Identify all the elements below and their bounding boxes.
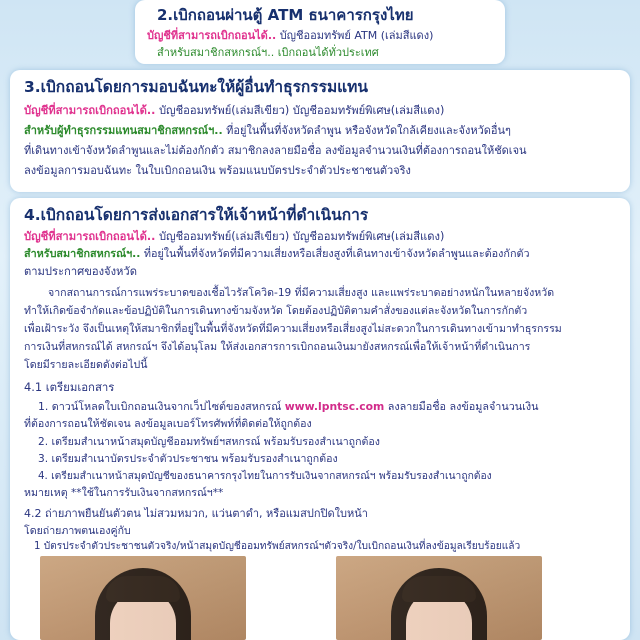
- section-3-title: 3.เบิกถอนโดยการมอบฉันทะให้ผู้อื่นทำธุรกรรมแทน: [24, 78, 368, 96]
- doc-item-3: 3. เตรียมสำเนาบัตรประจำตัวประชาชน พร้อมรับรองสำเนาถูกต้อง: [38, 453, 338, 465]
- section-3-eligible-label: บัญชีที่สามารถเบิกถอนได้..: [24, 104, 156, 117]
- doc-item-2: 2. เตรียมสำเนาหน้าสมุดบัญชีออมทรัพย์ฯสหกรณ์ พร้อมรับรองสำเนาถูกต้อง: [38, 436, 380, 448]
- doc-item-4: 4. เตรียมสำเนาหน้าสมุดบัญชีของธนาคารกรุงไทยในการรับเงินจากสหกรณ์ฯ พร้อมรับรองสำเนาถูกต้อง: [38, 470, 492, 482]
- section-2-member-text: สำหรับสมาชิกสหกรณ์ฯ.. เบิกถอนได้ทั่วประเทศ: [157, 46, 379, 59]
- example-selfie-photo-left: [40, 556, 246, 640]
- photo-shading: [40, 556, 246, 640]
- doc-item-1: [38, 402, 539, 413]
- intro-para-line-3: เพื่อเฝ้าระวัง จึงเป็นเหตุให้สมาชิกที่อยู่ในพื้นที่จังหวัดที่มีความเสี่ยงหรือเสี่ยงสูงไม่สะดวกในการเดินทางเข้ามาทำธุรกรรม: [24, 323, 562, 335]
- section-3-proxy-text-3: ลงข้อมูลการมอบฉันทะ ในใบเบิกถอนเงิน พร้อมแนบบัตรประจำตัวประชาชนตัวจริง: [24, 164, 411, 177]
- section-4-eligible-text: บัญชีออมทรัพย์(เล่มสีเขียว) บัญชีออมทรัพย์พิเศษ(เล่มสีแดง): [158, 230, 445, 243]
- subsection-4-1-title: 4.1 เตรียมเอกสาร: [24, 380, 115, 394]
- section-2-eligible-text: บัญชีออมทรัพย์ ATM (เล่มสีแดง): [279, 29, 434, 42]
- doc-item-1-cont: ที่ต้องการถอนให้ชัดเจน ลงข้อมูลเบอร์โทรศัพท์ที่ติดต่อให้ถูกต้อง: [24, 418, 312, 430]
- section-3-proxy-text-2: ที่เดินทางเข้าจังหวัดลำพูนและไม่ต้องกักตัว สมาชิกลงลายมือชื่อ ลงข้อมูลจำนวนเงินที่ต้องการถอนให้ชัดเจน: [24, 144, 527, 157]
- section-4-eligible-label: บัญชีที่สามารถเบิกถอนได้..: [24, 230, 156, 243]
- section-4-member: [24, 249, 530, 260]
- doc-item-1-post: ลงลายมือชื่อ ลงข้อมูลจำนวนเงิน: [387, 400, 539, 413]
- section-4-member-text-2: ตามประกาศของจังหวัด: [24, 265, 137, 278]
- intro-para-line-2: ทำให้เกิดข้อจำกัดและข้อปฏิบัติในการเดินทางข้ามจังหวัด โดยต้องปฏิบัติตามคำสั่งของแต่ละจังหวัดในการกักตัว: [24, 305, 528, 317]
- section-4-title: 4.เบิกถอนโดยการส่งเอกสารให้เจ้าหน้าที่ดำเนินการ: [24, 206, 369, 224]
- section-3-proxy: [24, 125, 511, 136]
- section-2-eligible-label: บัญชีที่สามารถเบิกถอนได้..: [147, 29, 277, 42]
- section-2-eligible: [147, 30, 433, 41]
- section-3-proxy-label: สำหรับผู้ทำธุรกรรมแทนสมาชิกสหกรณ์ฯ..: [24, 124, 223, 137]
- section-2-title: 2.เบิกถอนผ่านตู้ ATM ธนาคารกรุงไทย: [157, 6, 414, 24]
- photo-shading: [336, 556, 542, 640]
- section-2-card: [135, 0, 505, 64]
- subsection-4-2-sub: โดยถ่ายภาพตนเองคู่กับ: [24, 525, 131, 537]
- intro-para-line-1: จากสถานการณ์การแพร่ระบาดของเชื้อไวรัสโควิด-19 ที่มีความเสี่ยงสูง และแพร่ระบาดอย่างหนักในหลายจังหวัด: [48, 287, 555, 299]
- section-3-card: [10, 70, 630, 192]
- website-link[interactable]: www.lpntsc.com: [284, 400, 385, 413]
- intro-para-line-4: การเงินที่สหกรณ์ได้ สหกรณ์ฯ จึงได้อนุโลม ให้ส่งเอกสารการเบิกถอนเงินมายังสหกรณ์เพื่อให้เจ้าหน้าที่ดำเนินการ: [24, 341, 531, 353]
- intro-para-line-5: โดยมีรายละเอียดดังต่อไปนี้: [24, 359, 148, 371]
- section-3-eligible: [24, 105, 444, 116]
- photo-item-1: 1 บัตรประจำตัวประชาชนตัวจริง/หน้าสมุดบัญชีออมทรัพย์สหกรณ์ฯตัวจริง/ใบเบิกถอนเงินที่ลงข้อมูลเรียบร้อยแล้ว: [34, 541, 521, 552]
- section-4-eligible: [24, 231, 444, 242]
- section-3-eligible-text: บัญชีออมทรัพย์(เล่มสีเขียว) บัญชีออมทรัพย์พิเศษ(เล่มสีแดง): [158, 104, 445, 117]
- doc-item-4-note: หมายเหตุ **ใช้ในการรับเงินจากสหกรณ์ฯ**: [24, 487, 224, 499]
- section-3-proxy-text-1: ที่อยู่ในพื้นที่จังหวัดลำพูน หรือจังหวัดใกล้เคียงและจังหวัดอื่นๆ: [226, 124, 511, 137]
- section-4-member-text-1: ที่อยู่ในพื้นที่จังหวัดที่มีความเสี่ยงหรือเสี่ยงสูงที่เดินทางเข้าจังหวัดลำพูนและต้องกักตัว: [143, 247, 530, 260]
- example-selfie-photo-right: [336, 556, 542, 640]
- doc-item-1-text: 1. ดาวน์โหลดใบเบิกถอนเงินจากเว็ปไซต์ของสหกรณ์: [38, 400, 282, 413]
- subsection-4-2-title: 4.2 ถ่ายภาพยืนยันตัวตน ไม่สวมหมวก, แว่นตาดำ, หรือแมสปกปิดใบหน้า: [24, 507, 368, 520]
- section-4-member-label: สำหรับสมาชิกสหกรณ์ฯ..: [24, 247, 141, 260]
